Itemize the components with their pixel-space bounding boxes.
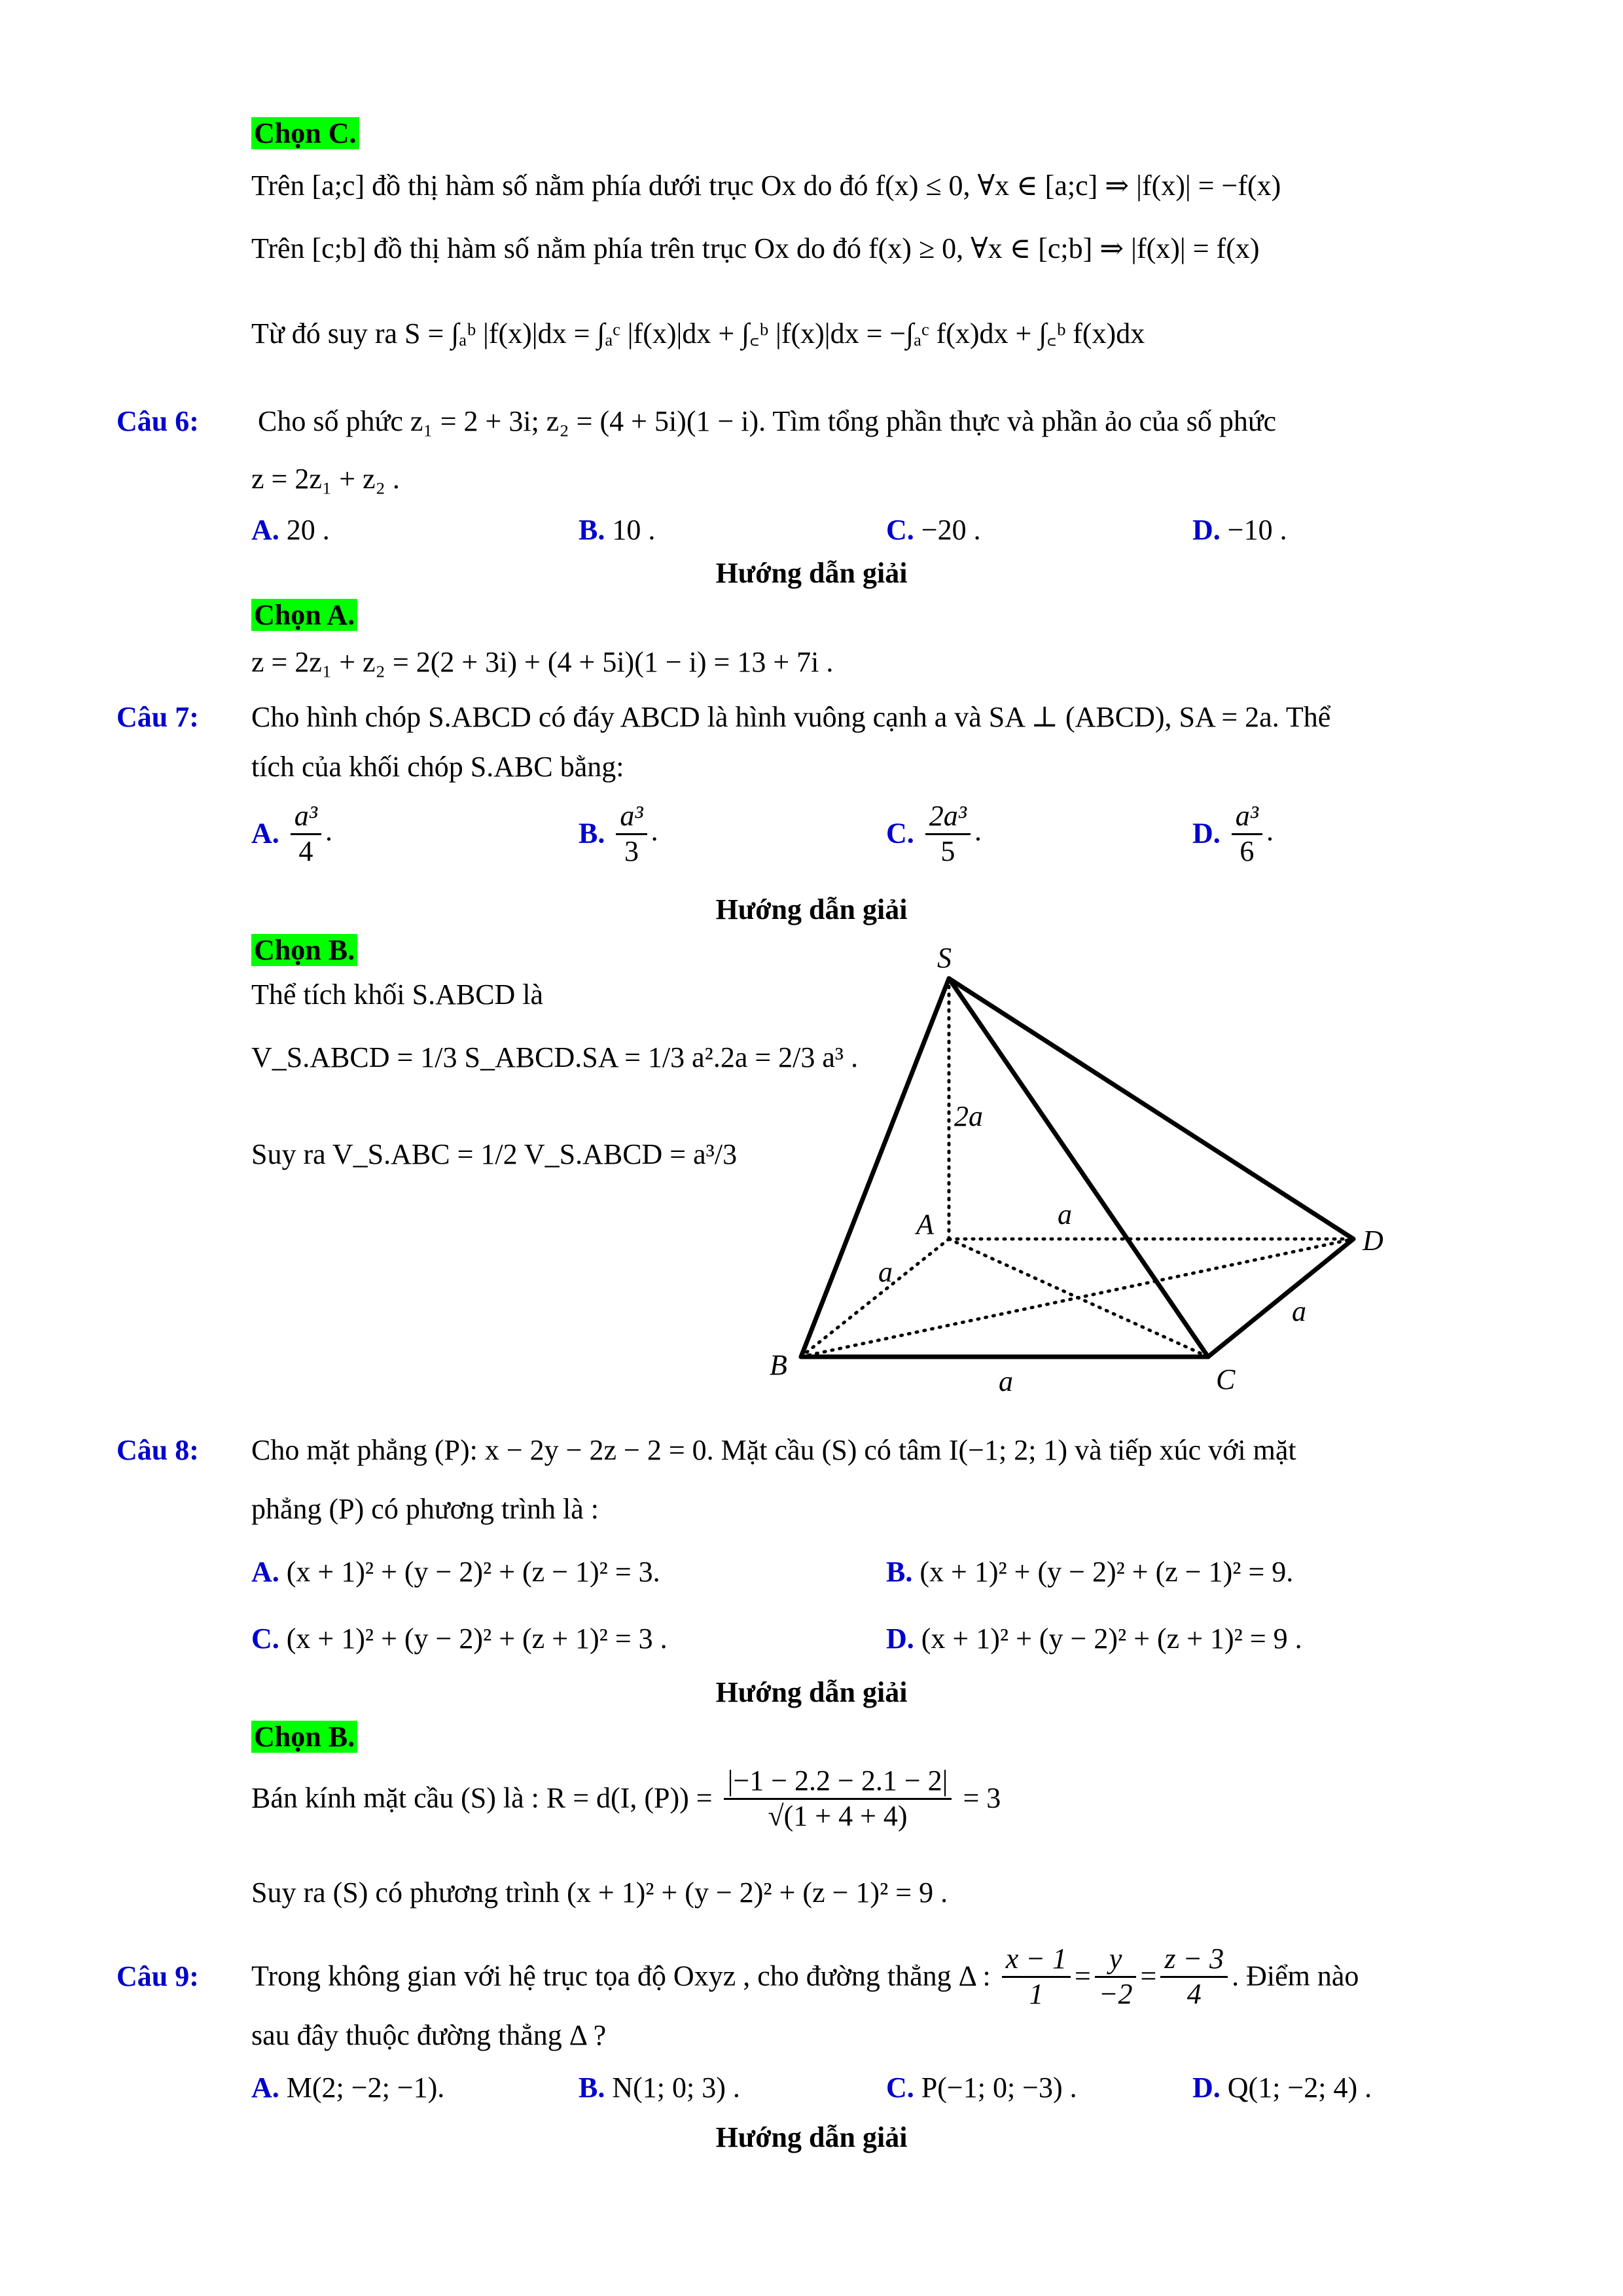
edge-SD	[949, 978, 1353, 1239]
solution-line: Suy ra V_S.ABC = 1/2 V_S.ABCD = a³/3	[251, 1138, 738, 1170]
option-value: P(−1; 0; −3) .	[921, 2072, 1077, 2104]
answer-option[interactable]	[251, 2071, 444, 2106]
solution-line: z = 2z₁ + z₂ = 2(2 + 3i) + (4 + 5i)(1 − i) = 13 + 7i .	[251, 646, 834, 678]
option-value: (x + 1)² + (y − 2)² + (z + 1)² = 3 .	[286, 1623, 668, 1655]
question-text-row: Câu 9: Trong không gian với hệ trục tọa độ Oxyz , cho đường thẳng Δ : $\frac{x - 1}{1}$ = $\frac{y}{-2}$ = $\frac{z - 3}{4}$ . Điểm nào	[116, 1943, 1359, 2010]
question-text: tích của khối chóp S.ABC bằng:	[251, 751, 624, 783]
solution-heading: Hướng dẫn giải	[715, 893, 908, 925]
option-label: D.	[1192, 514, 1221, 546]
question-text: z = 2z₁ + z₂ .	[251, 463, 400, 495]
option-label: C.	[886, 817, 914, 850]
vertex-C-label: C	[1216, 1363, 1236, 1395]
pyramid-figure	[753, 929, 1440, 1401]
edge-SA-length: 2a	[954, 1100, 983, 1132]
question-text: Cho số phức z₁ = 2 + 3i; z₂ = (4 + 5i)(1 − i). Tìm tổng phần thực và phần ảo của số phức	[258, 405, 1277, 437]
fraction: $\frac{\text{a³}}{3}$	[616, 800, 647, 868]
solution-heading: Hướng dẫn giải	[715, 1676, 908, 1708]
option-label: C.	[886, 2072, 914, 2104]
fraction: $\frac{\text{2a³}}{5}$	[925, 800, 971, 868]
answer-option[interactable]	[886, 2071, 1077, 2106]
option-value: −20 .	[921, 514, 981, 546]
option-label: C.	[886, 514, 914, 546]
option-label: A.	[251, 2072, 279, 2104]
answer-choice-label: Chọn B.	[251, 934, 357, 966]
option-label: B.	[579, 2072, 605, 2104]
vertex-S-label: S	[937, 942, 952, 974]
edge-CD	[1208, 1239, 1353, 1357]
option-label: A.	[251, 514, 279, 546]
vertex-A-label: A	[916, 1208, 934, 1240]
fraction: $\frac{x - 1}{1}$	[1002, 1943, 1071, 2011]
answer-option[interactable]: B. $\frac{\text{a³}}{3}$ .	[579, 800, 658, 867]
option-label: B.	[579, 817, 605, 850]
edge-SC	[949, 978, 1208, 1357]
solution-line: Trên [c;b] đồ thị hàm số nằm phía trên trục Ox do đó f(x) ≥ 0, ∀x ∈ [c;b] ⇒ |f(x)| = f(x)	[251, 232, 1260, 264]
answer-option[interactable]: C. $\frac{\text{2a³}}{5}$ .	[886, 800, 982, 867]
answer-option[interactable]	[1192, 513, 1287, 548]
solution-line: Suy ra (S) có phương trình (x + 1)² + (y − 2)² + (z − 1)² = 9 .	[251, 1876, 948, 1909]
solution-heading: Hướng dẫn giải	[715, 557, 908, 589]
answer-option[interactable]	[251, 1555, 660, 1590]
option-value: −10 .	[1227, 514, 1287, 546]
answer-choice-label: Chọn C.	[251, 117, 359, 149]
fraction: $\frac{\text{a³}}{6}$	[1232, 800, 1262, 868]
answer-option[interactable]	[579, 2071, 740, 2106]
answer-choice-label: Chọn B.	[251, 1721, 357, 1753]
option-label: B.	[579, 514, 605, 546]
question-label: Câu 6:	[116, 405, 199, 437]
option-label: D.	[886, 1623, 914, 1655]
option-value: N(1; 0; 3) .	[612, 2072, 740, 2104]
answer-option[interactable]	[886, 513, 981, 548]
solution-heading: Hướng dẫn giải	[715, 2121, 908, 2153]
option-value: (x + 1)² + (y − 2)² + (z + 1)² = 9 .	[921, 1623, 1302, 1655]
option-label: A.	[251, 817, 279, 850]
edge-AB-length: a	[878, 1256, 893, 1288]
answer-option[interactable]: D. $\frac{\text{a³}}{6}$ .	[1192, 800, 1274, 867]
answer-option[interactable]	[886, 1555, 1293, 1590]
option-label: D.	[1192, 2072, 1221, 2104]
solution-line: Bán kính mặt cầu (S) là : R = d(I, (P)) = $\frac{|-1 - 2.2 - 2.1 - 2|}{√(1 + 4 + 4)}$ = 3	[251, 1765, 1001, 1832]
question-text: phẳng (P) có phương trình là :	[251, 1493, 599, 1525]
answer-option[interactable]: A. $\frac{\text{a³}}{4}$ .	[251, 800, 332, 867]
answer-choice-label: Chọn A.	[251, 599, 357, 631]
edge-SB	[801, 978, 949, 1357]
answer-option[interactable]	[886, 1622, 1302, 1657]
question-label: Câu 9:	[116, 1960, 199, 1992]
answer-option[interactable]	[251, 1622, 668, 1657]
edge-BC-length: a	[999, 1365, 1013, 1397]
answer-option[interactable]	[579, 513, 655, 548]
option-value: (x + 1)² + (y − 2)² + (z − 1)² = 3.	[286, 1556, 660, 1588]
fraction: $\frac{|-1 - 2.2 - 2.1 - 2|}{√(1 + 4 + 4)}$	[724, 1765, 952, 1833]
solution-line: Thể tích khối S.ABCD là	[251, 978, 544, 1011]
option-value: (x + 1)² + (y − 2)² + (z − 1)² = 9.	[919, 1556, 1294, 1588]
edge-CD-length: a	[1292, 1295, 1306, 1327]
option-label: C.	[251, 1623, 279, 1655]
option-label: D.	[1192, 817, 1221, 850]
vertex-D-label: D	[1363, 1225, 1383, 1257]
fraction: $\frac{y}{-2}$	[1095, 1943, 1137, 2011]
question-label: Câu 8:	[116, 1434, 199, 1466]
option-label: A.	[251, 1556, 279, 1588]
answer-option[interactable]	[251, 513, 330, 548]
answer-option[interactable]	[1192, 2071, 1372, 2106]
question-label: Câu 7:	[116, 701, 199, 733]
fraction: $\frac{z - 3}{4}$	[1160, 1943, 1228, 2011]
option-value: 10 .	[612, 514, 656, 546]
option-label: B.	[886, 1556, 913, 1588]
vertex-B-label: B	[770, 1349, 787, 1381]
option-value: 20 .	[286, 514, 330, 546]
solution-line: V_S.ABCD = 1/3 S_ABCD.SA = 1/3 a².2a = 2/3 a³ .	[251, 1041, 859, 1073]
question-text: Cho hình chóp S.ABCD có đáy ABCD là hình vuông cạnh a và SA ⊥ (ABCD), SA = 2a. Thể	[251, 701, 1331, 733]
edge-AD-length: a	[1058, 1198, 1072, 1230]
question-text: Cho mặt phẳng (P): x − 2y − 2z − 2 = 0. Mặt cầu (S) có tâm I(−1; 2; 1) và tiếp xúc với mặt	[251, 1434, 1296, 1466]
option-value: Q(1; −2; 4) .	[1227, 2072, 1372, 2104]
solution-line: Từ đó suy ra S = ∫ₐᵇ |f(x)|dx = ∫ₐᶜ |f(x)|dx + ∫꜀ᵇ |f(x)|dx = −∫ₐᶜ f(x)dx + ∫꜀ᵇ f(x)dx	[251, 317, 1145, 350]
question-text: sau đây thuộc đường thẳng Δ ?	[251, 2019, 607, 2051]
solution-line: Trên [a;c] đồ thị hàm số nằm phía dưới trục Ox do đó f(x) ≤ 0, ∀x ∈ [a;c] ⇒ |f(x)| = −f(x)	[251, 170, 1281, 202]
option-value: M(2; −2; −1).	[286, 2072, 445, 2104]
fraction: $\frac{\text{a³}}{4}$	[291, 800, 321, 868]
